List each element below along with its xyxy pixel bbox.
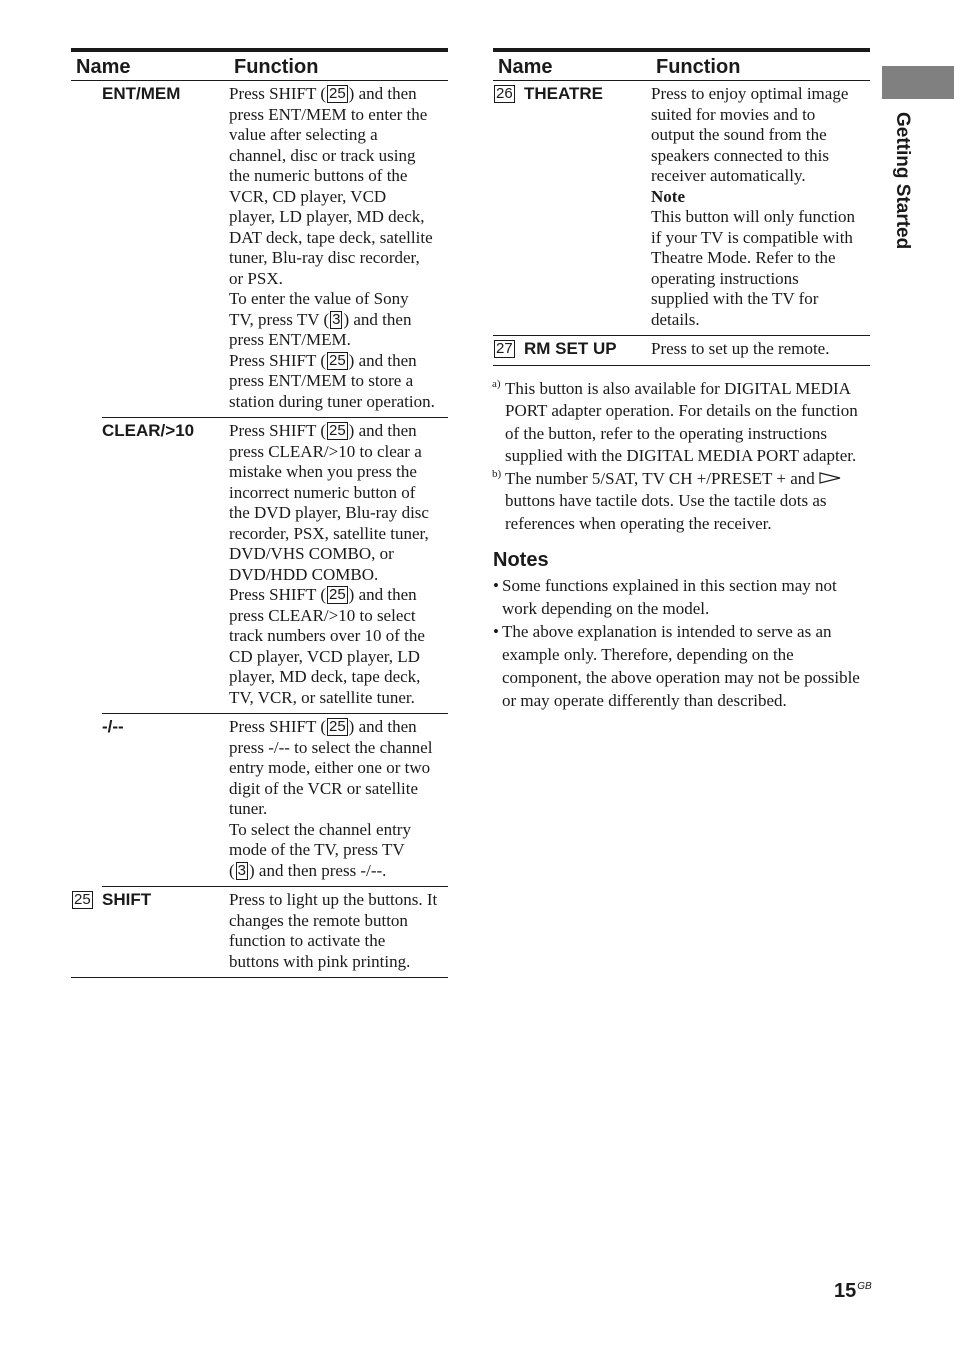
notes-item: • The above explanation is intended to serve as an example only. Therefore, depending on the component, the above operation may not be possible or may operate differently than described. [493,620,870,712]
function-table-row [493,336,870,366]
function-table-row [71,714,448,887]
item-number-cell [71,714,102,887]
description-text: the DVD player, Blu-ray disc [229,503,429,522]
description-text: ) and then [348,350,417,370]
footnote-b [493,468,870,536]
description-line [229,166,448,187]
item-number-cell [71,418,102,714]
description-text: To select the channel entry [229,819,411,839]
description-text: Press SHIFT ( [229,350,326,370]
description-text: ) and then [348,717,417,736]
description-text: ) and then [348,421,417,440]
description-line [229,585,448,606]
description-line [229,861,448,882]
description-line [229,799,448,820]
description-text: value after selecting a [229,125,378,144]
footnotes [493,378,870,536]
description-text: Press SHIFT ( [229,421,326,440]
description-line [229,330,448,351]
description-text: press ENT/MEM to store a [229,371,414,390]
description-text: CD player, VCD player, LD [229,646,420,666]
description-text: press ENT/MEM. [229,330,351,349]
left-function-table-column [71,48,448,978]
description-text: recorder, PSX, satellite tuner, [229,523,429,543]
description-text: Press to enjoy optimal image [651,84,849,103]
item-number-cell [71,81,102,418]
description-text: entry mode, either one or two [229,758,431,777]
description-line [651,105,870,126]
description-text: player, LD player, MD deck, [229,207,425,226]
function-description-cell [651,336,870,366]
description-text: track numbers over 10 of the [229,626,425,645]
description-text: ) and then press -/--. [249,860,387,880]
description-line [651,310,870,331]
description-text: channel, disc or track using [229,145,416,165]
description-text: Press to light up the buttons. It [229,890,438,909]
description-line [651,84,870,105]
description-text: ) and then [348,84,417,103]
description-line [229,228,448,249]
footnote-text: The number 5/SAT, TV CH +/PRESET + and [505,468,815,488]
button-name-cell: RM SET UP [524,336,651,366]
description-line [229,371,448,392]
function-table-row [71,81,448,418]
description-line [229,820,448,841]
footnote-mark: a) [492,377,501,390]
description-line [229,146,448,167]
description-text: press CLEAR/>10 to clear a [229,441,422,461]
button-name-cell: ENT/MEM [102,81,229,418]
item-number-cell [493,336,524,366]
description-text: DVD/HDD COMBO. [229,564,379,584]
function-description-cell [229,418,448,714]
description-text: digit of the VCR or satellite [229,778,419,798]
page-number [834,1280,872,1303]
item-number-cell [493,81,524,336]
description-text: output the sound from the [651,125,827,144]
description-text: if your TV is compatible with [651,227,853,247]
description-text: Press to set up the remote. [651,339,830,358]
notes-item: • Some functions explained in this section may not work depending on the model. [493,574,870,620]
description-line [229,647,448,668]
button-reference-badge: 25 [328,351,346,369]
description-line [229,351,448,372]
description-line [229,758,448,779]
description-text: receiver automatically. [651,166,806,185]
description-line [651,125,870,146]
description-text: Press SHIFT ( [229,717,326,736]
description-text: To enter the value of Sony [229,289,409,308]
note-label: Note [651,186,685,206]
description-text: ( [229,860,235,880]
description-text: This button will only function [651,207,855,226]
description-line [229,606,448,627]
description-line [229,462,448,483]
description-text: press CLEAR/>10 to select [229,605,416,625]
footnote-a [493,378,870,468]
description-text: TV, press TV ( [229,309,330,329]
description-text: Press SHIFT ( [229,585,326,604]
description-line [651,339,870,360]
description-text: or PSX. [229,268,283,288]
description-text: changes the remote button [229,910,408,930]
description-line [229,524,448,545]
description-line [229,779,448,800]
description-text: function to activate the [229,931,386,950]
description-line [651,228,870,249]
description-line [229,125,448,146]
description-line [229,738,448,759]
description-line [651,269,870,290]
description-text: operating instructions [651,268,799,288]
description-line [651,248,870,269]
footnote-mark: b) [492,467,502,480]
function-column-header: Function [229,50,448,81]
button-name-cell: -/-- [102,714,229,887]
function-table-row [71,887,448,978]
description-line [229,421,448,442]
description-line [229,483,448,504]
description-text: player, MD deck, tape deck, [229,667,421,686]
button-reference-badge: 3 [332,310,341,328]
description-text: TV, VCR, or satellite tuner. [229,687,415,707]
description-line [229,626,448,647]
section-tab-marker [882,66,954,99]
description-text: suited for movies and to [651,104,816,124]
item-number-badge: 25 [74,890,91,908]
description-text: DVD/VHS COMBO, or [229,544,394,563]
button-reference-badge: 25 [328,718,346,735]
notes-list [493,574,870,712]
description-text: VCR, CD player, VCD [229,186,387,206]
description-line [229,667,448,688]
description-line [229,911,448,932]
description-line [229,310,448,331]
section-label: Getting Started [892,112,913,250]
description-line [229,289,448,310]
item-number-cell [71,887,102,978]
function-description-cell [229,887,448,978]
description-text: ) and then [343,309,412,329]
description-line [229,688,448,709]
page-number-value: 15 [834,1280,857,1302]
description-text: ) and then [348,585,417,604]
item-number-badge: 27 [496,340,513,357]
left-function-table [71,48,448,978]
page-number-suffix: GB [857,1281,872,1293]
description-text: the numeric buttons of the [229,166,408,185]
description-text: press -/-- to select the channel [229,737,433,757]
function-description-cell [651,81,870,336]
description-line [229,269,448,290]
description-line [229,207,448,228]
description-text: details. [651,309,700,329]
item-number-badge: 26 [496,85,513,102]
description-line [229,105,448,126]
description-text: Theatre Mode. Refer to the [651,248,836,267]
description-line [651,187,870,208]
function-description-cell [229,81,448,418]
description-line [229,840,448,861]
footnote-text: This button is also available for DIGITAL MEDIA PORT adapter operation. For details on the function of the button, refer to the operating instructions supplied with the DIGITAL MEDIA PORT adapter. [505,378,858,465]
button-name-cell: THEATRE [524,81,651,336]
button-reference-badge: 25 [328,85,346,102]
play-triangle-icon [819,472,841,484]
description-text: DAT deck, tape deck, satellite [229,227,433,247]
button-reference-badge: 3 [237,861,247,879]
description-text: Press SHIFT ( [229,84,326,103]
description-text: speakers connected to this [651,145,829,165]
description-line [229,248,448,269]
button-reference-badge: 25 [328,422,346,439]
description-text: mode of the TV, press TV [229,840,405,859]
description-text: tuner, Blu-ray disc recorder, [229,248,420,267]
right-column [493,48,870,712]
function-description-cell [229,714,448,887]
right-function-table [493,48,870,366]
description-line [229,952,448,973]
name-column-header: Name [493,50,651,81]
description-text: press ENT/MEM to enter the [229,104,428,124]
description-text: station during tuner operation. [229,391,435,411]
button-name-cell: CLEAR/>10 [102,418,229,714]
description-line [229,890,448,911]
description-line [229,442,448,463]
description-line [229,931,448,952]
footnote-text: buttons have tactile dots. Use the tactile dots as references when operating the receiver. [505,491,827,533]
function-column-header: Function [651,50,870,81]
description-text: supplied with the TV for [651,289,819,308]
button-reference-badge: 25 [328,586,346,603]
description-line [229,187,448,208]
description-line [229,392,448,413]
notes-heading: Notes [493,549,549,571]
function-table-row [493,81,870,336]
description-line [229,717,448,738]
button-name-cell: SHIFT [102,887,229,978]
description-text: incorrect numeric button of [229,482,416,502]
description-line [229,503,448,524]
description-line [229,84,448,105]
description-line [651,166,870,187]
description-text: buttons with pink printing. [229,951,411,971]
description-text: mistake when you press the [229,462,417,481]
description-line [651,207,870,228]
description-line [229,565,448,586]
description-line [651,289,870,310]
description-line [229,544,448,565]
name-column-header: Name [71,50,229,81]
function-table-row [71,418,448,714]
description-line [651,146,870,167]
description-text: tuner. [229,799,268,818]
